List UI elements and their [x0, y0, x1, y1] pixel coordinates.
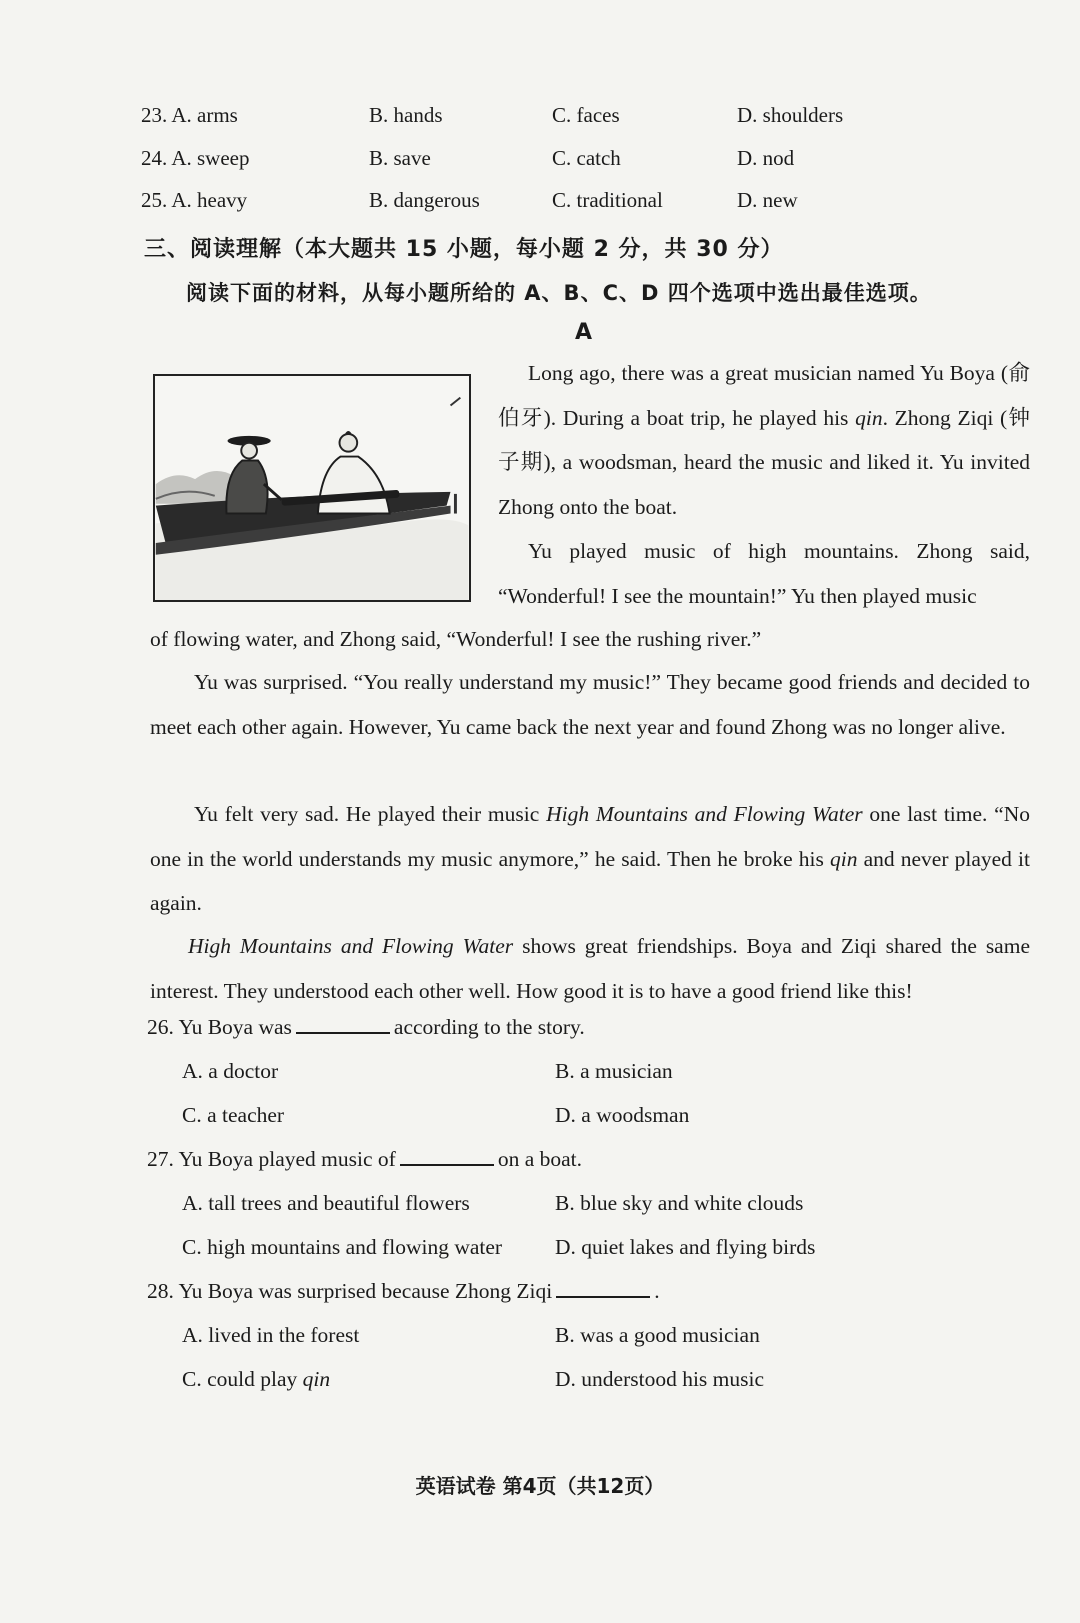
question-28-stem: 28. Yu Boya was surprised because Zhong Ziqi . — [147, 1276, 660, 1306]
q25-number: 25. A. heavy — [141, 188, 248, 212]
question-28-option-d: D. understood his music — [555, 1367, 765, 1391]
question-27-option-c: C. high mountains and flowing water — [182, 1235, 503, 1259]
passage-paragraph-2-part-2: of flowing water, and Zhong said, “Wonderful! I see the rushing river.” — [150, 627, 762, 651]
question-28-option-a: A. lived in the forest — [182, 1323, 360, 1347]
answer-blank — [556, 1276, 650, 1298]
section-instruction: 阅读下面的材料，从每小题所给的 A、B、C、D 四个选项中选出最佳选项。 — [186, 281, 932, 305]
musicians-on-boat-image — [155, 376, 469, 600]
q25-option-a: A. heavy — [171, 188, 248, 212]
question-28-option-b: B. was a good musician — [555, 1323, 760, 1347]
q24-option-d: D. nod — [737, 146, 795, 170]
q23-number: 23. A. arms — [141, 103, 238, 127]
passage-paragraph-5: High Mountains and Flowing Water shows great friendships. Boya and Ziqi shared the same interest. They understood each other well. How good it is to have a good friend like this! — [150, 934, 1030, 1003]
section-title: 三、阅读理解（本大题共 15 小题，每小题 2 分，共 30 分） — [144, 237, 784, 262]
question-27-stem: 27. Yu Boya played music of on a boat. — [147, 1144, 582, 1174]
q23-option-a: A. arms — [171, 103, 238, 127]
q24-number: 24. A. sweep — [141, 146, 250, 170]
passage-paragraph-1: Long ago, there was a great musician named Yu Boya (俞伯牙). During a boat trip, he played his qin. Zhong Ziqi (钟子期), a woodsman, heard the music and liked it. Yu invited Zhong onto the boat. — [498, 361, 1030, 519]
page-footer: 英语试卷 第4页（共12页） — [415, 1474, 665, 1498]
q24-option-a: A. sweep — [171, 146, 250, 170]
question-26-option-b: B. a musician — [555, 1059, 673, 1083]
question-26-option-c: C. a teacher — [182, 1103, 285, 1127]
question-26-stem: 26. Yu Boya was according to the story. — [147, 1012, 585, 1042]
question-27-option-d: D. quiet lakes and flying birds — [555, 1235, 816, 1259]
question-28-option-c: C. could play qin — [182, 1367, 331, 1391]
answer-blank — [400, 1144, 494, 1166]
question-26-option-d: D. a woodsman — [555, 1103, 690, 1127]
qin-word: qin — [855, 405, 883, 430]
question-26-option-a: A. a doctor — [182, 1059, 279, 1083]
question-27-option-a: A. tall trees and beautiful flowers — [182, 1191, 470, 1215]
q24-option-b: B. save — [369, 146, 431, 170]
passage-paragraph-2-part-1: Yu played music of high mountains. Zhong said, “Wonderful! I see the mountain!” Yu then played music — [498, 539, 1030, 608]
question-27-option-b: B. blue sky and white clouds — [555, 1191, 804, 1215]
q23-option-c: C. faces — [552, 103, 620, 127]
answer-blank — [296, 1012, 390, 1034]
passage-paragraph-3: Yu was surprised. “You really understand my music!” They became good friends and decided to meet each other again. However, Yu came back the next year and found Zhong was no longer alive. — [150, 670, 1030, 739]
boat-illustration — [153, 374, 471, 602]
q25-option-c: C. traditional — [552, 188, 663, 212]
q25-option-b: B. dangerous — [369, 188, 480, 212]
q25-option-d: D. new — [737, 188, 798, 212]
q23-option-d: D. shoulders — [737, 103, 844, 127]
q23-option-b: B. hands — [369, 103, 443, 127]
passage-paragraph-4: Yu felt very sad. He played their music High Mountains and Flowing Water one last time. “No one in the world understands my music anymore,” he said. Then he broke his qin and never played it again. — [150, 802, 1030, 915]
q24-option-c: C. catch — [552, 146, 621, 170]
passage-letter: A — [575, 320, 593, 345]
